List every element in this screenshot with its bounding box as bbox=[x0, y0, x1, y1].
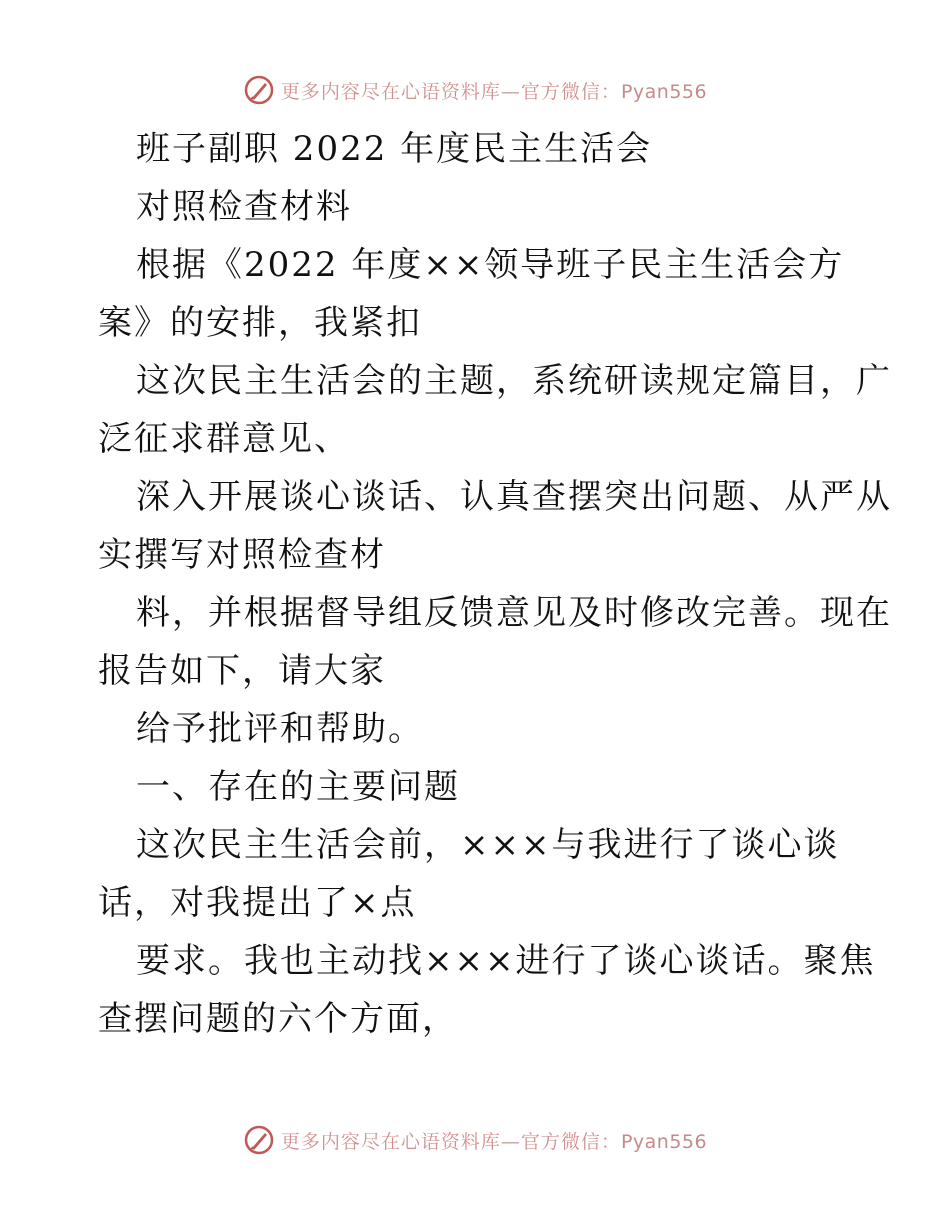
document-line: 泛征求群意见、 bbox=[98, 419, 350, 459]
quill-logo-icon bbox=[243, 74, 275, 106]
quill-logo-icon bbox=[243, 1124, 275, 1156]
document-line: 班子副职 2022 年度民主生活会 bbox=[136, 129, 653, 169]
document-line: 话，对我提出了×点 bbox=[98, 883, 417, 923]
document-line: 这次民主生活会的主题，系统研读规定篇目，广 bbox=[136, 361, 892, 401]
section-heading: 一、存在的主要问题 bbox=[136, 767, 460, 807]
document-line: 给予批评和帮助。 bbox=[136, 709, 424, 749]
document-line: 深入开展谈心谈话、认真查摆突出问题、从严从 bbox=[136, 477, 892, 517]
document-line: 这次民主生活会前，×××与我进行了谈心谈 bbox=[136, 825, 840, 865]
document-line: 案》的安排，我紧扣 bbox=[98, 303, 422, 343]
document-line: 实撰写对照检查材 bbox=[98, 535, 386, 575]
document-line: 要求。我也主动找×××进行了谈心谈话。聚焦 bbox=[136, 941, 876, 981]
watermark-text: 更多内容尽在心语资料库—官方微信：Pyan556 bbox=[280, 1130, 708, 1153]
footer-watermark bbox=[0, 1120, 950, 1160]
document-line: 查摆问题的六个方面， bbox=[98, 999, 458, 1039]
document-body bbox=[98, 120, 892, 1048]
document-line: 报告如下，请大家 bbox=[98, 651, 386, 691]
watermark-text: 更多内容尽在心语资料库—官方微信：Pyan556 bbox=[280, 80, 708, 103]
document-line: 对照检查材料 bbox=[136, 187, 352, 227]
document-line: 根据《2022 年度××领导班子民主生活会方 bbox=[136, 245, 845, 285]
header-watermark bbox=[0, 70, 950, 110]
document-line: 料，并根据督导组反馈意见及时修改完善。现在 bbox=[136, 593, 892, 633]
